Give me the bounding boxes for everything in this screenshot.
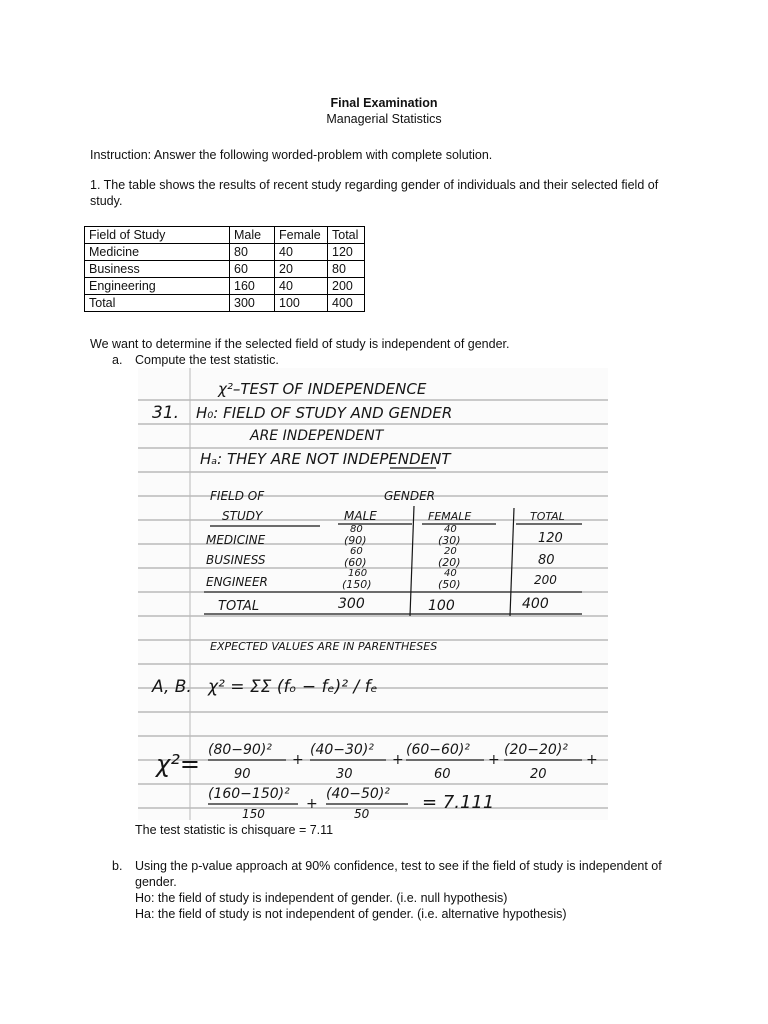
hw-calc-denominator: 60: [434, 767, 451, 782]
hw-total-label: TOTAL: [218, 599, 260, 614]
part-b-line-2: gender.: [135, 875, 177, 889]
hw-header-field-1: FIELD OF: [210, 489, 265, 503]
part-a-text: Compute the test statistic.: [135, 353, 279, 367]
hw-formula: χ² = ΣΣ (fₒ − fₑ)² / fₑ: [208, 677, 378, 697]
hw-formula-label: A, B.: [152, 677, 192, 697]
hw-header-total: TOTAL: [530, 510, 565, 523]
header-cell: Male: [230, 227, 275, 244]
header-cell: Total: [328, 227, 365, 244]
header-cell: Female: [275, 227, 328, 244]
hw-plus: +: [488, 752, 500, 768]
part-a-letter: a.: [112, 353, 123, 367]
hw-calc-numerator: (40−30)²: [310, 742, 374, 758]
table-cell: 400: [328, 295, 365, 312]
table-cell: 100: [275, 295, 328, 312]
hw-total-male: 300: [338, 596, 365, 612]
hw-observed: 160: [348, 568, 368, 579]
header-cell: Field of Study: [85, 227, 230, 244]
table-cell: Medicine: [85, 244, 230, 261]
table-cell: 80: [328, 261, 365, 278]
independence-question: We want to determine if the selected field of study is independent of gender.: [90, 337, 510, 351]
table-row: [85, 244, 365, 261]
hw-plus: +: [306, 796, 318, 812]
hw-expected: (90): [344, 534, 367, 547]
hw-chi-symbol: χ²=: [156, 750, 200, 778]
table-cell: 20: [275, 261, 328, 278]
table-cell: Total: [85, 295, 230, 312]
hw-expected: (150): [342, 578, 372, 591]
question-1-line-1: 1. The table shows the results of recent study regarding gender of individuals and their selected field of: [90, 178, 659, 192]
hw-header-female: FEMALE: [428, 510, 472, 523]
handwritten-solution-svg: [138, 368, 608, 820]
table-row: [85, 278, 365, 295]
hw-calc-numerator: (40−50)²: [326, 786, 390, 802]
hw-calc-result: = 7.111: [422, 792, 495, 813]
hw-calc-denominator: 150: [242, 807, 265, 820]
null-hypothesis: Ho: the field of study is independent of gender. (i.e. null hypothesis): [135, 891, 508, 905]
table-cell: 80: [230, 244, 275, 261]
test-statistic-result: The test statistic is chisquare = 7.11: [135, 823, 334, 837]
hw-row-label: ENGINEER: [206, 575, 268, 589]
hw-row-label: BUSINESS: [206, 553, 266, 567]
hw-problem-number: 31.: [152, 403, 180, 423]
hw-expected: (20): [438, 556, 461, 569]
document-title: Final Examination: [330, 96, 438, 110]
hw-header-male: MALE: [344, 509, 377, 523]
hw-row-total: 200: [534, 573, 557, 587]
hw-h0-line-1: H₀: FIELD OF STUDY AND GENDER: [196, 404, 453, 422]
hw-plus: +: [392, 752, 404, 768]
document-subtitle: Managerial Statistics: [326, 112, 442, 126]
hw-h0-line-2: ARE INDEPENDENT: [250, 428, 384, 444]
hw-calc-denominator: 20: [530, 767, 547, 782]
hw-calc-numerator: (80−90)²: [208, 742, 272, 758]
hw-expected: (30): [438, 534, 461, 547]
table-cell: 60: [230, 261, 275, 278]
question-1-line-2: study.: [90, 194, 123, 208]
handwritten-solution-image: [138, 368, 608, 820]
hw-calc-row-2: [208, 786, 494, 820]
hw-calc-numerator: (20−20)²: [504, 742, 568, 758]
hw-observed: 80: [350, 524, 363, 535]
table-cell: Engineering: [85, 278, 230, 295]
table-cell: 40: [275, 244, 328, 261]
table-row: [85, 295, 365, 312]
hw-heading: χ²–TEST OF INDEPENDENCE: [218, 380, 427, 398]
hw-row-label: MEDICINE: [206, 533, 266, 547]
hw-observed: 40: [444, 568, 457, 579]
hw-observed: 60: [350, 546, 363, 557]
table-cell: 200: [328, 278, 365, 295]
hw-row-total: 120: [538, 531, 563, 546]
table-cell: 120: [328, 244, 365, 261]
hw-expected: (60): [344, 556, 367, 569]
table-cell: 160: [230, 278, 275, 295]
hw-calc-numerator: (160−150)²: [208, 786, 290, 802]
table-cell: 300: [230, 295, 275, 312]
hw-plus: +: [586, 752, 598, 768]
gender-field-table: [84, 226, 365, 312]
hw-header-gender: GENDER: [384, 489, 436, 503]
hw-observed: 20: [444, 546, 457, 557]
hw-plus: +: [292, 752, 304, 768]
table-row: [85, 261, 365, 278]
alternative-hypothesis: Ha: the field of study is not independent of gender. (i.e. alternative hypothesis): [135, 907, 567, 921]
instruction-text: Instruction: Answer the following worded-problem with complete solution.: [90, 148, 493, 162]
hw-total-overall: 400: [522, 596, 549, 612]
table-cell: 40: [275, 278, 328, 295]
table-cell: Business: [85, 261, 230, 278]
hw-calc-numerator: (60−60)²: [406, 742, 470, 758]
part-b-line-1: Using the p-value approach at 90% confidence, test to see if the field of study is independent of: [135, 859, 662, 873]
hw-expected-note: EXPECTED VALUES ARE IN PARENTHESES: [210, 640, 438, 653]
hw-calc-row-1: [208, 742, 598, 782]
hw-calc-denominator: 30: [336, 767, 353, 782]
hw-observed: 40: [444, 524, 457, 535]
hw-header-field-2: STUDY: [222, 509, 263, 523]
hw-expected: (50): [438, 578, 461, 591]
hw-row-total: 80: [538, 553, 555, 568]
part-b-letter: b.: [112, 859, 123, 873]
hw-calc-denominator: 90: [234, 767, 251, 782]
hw-ha-line: Hₐ: THEY ARE NOT INDEPENDENT: [200, 450, 451, 468]
hw-total-female: 100: [428, 598, 455, 614]
hw-calc-denominator: 50: [354, 807, 370, 820]
table-header-row: [85, 227, 365, 244]
